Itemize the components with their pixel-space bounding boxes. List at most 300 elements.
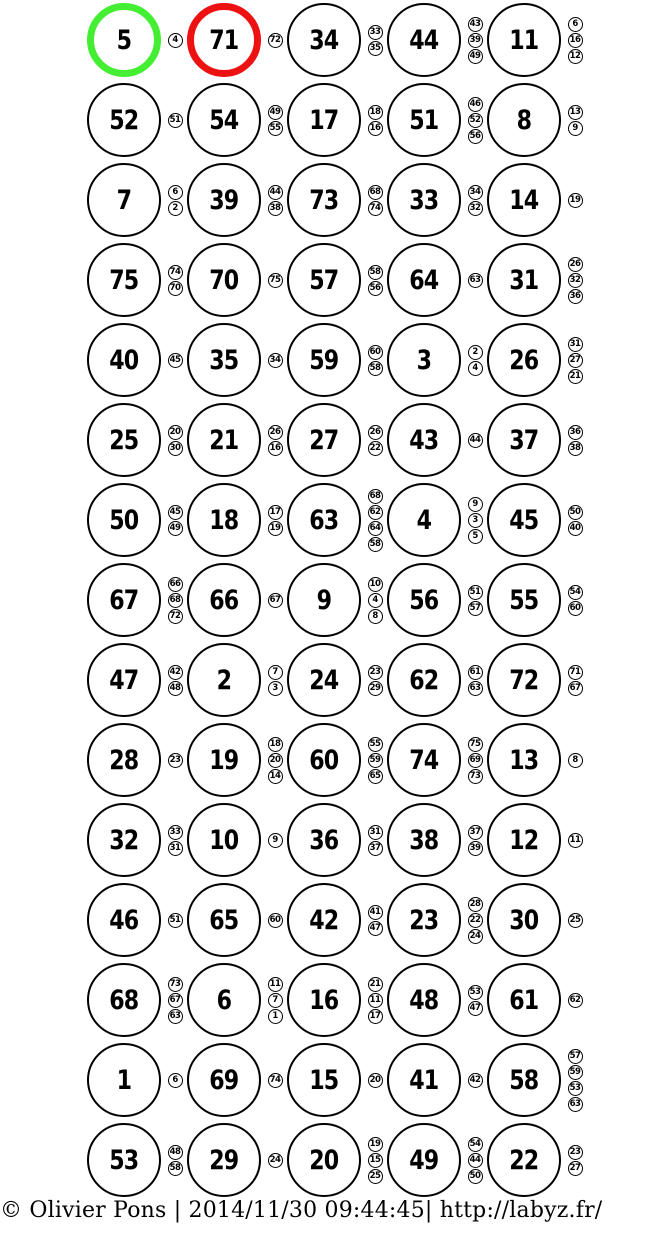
hint-circle [368, 769, 383, 784]
hint-circle [268, 993, 283, 1008]
cell-number: 3 [416, 344, 432, 376]
maze-cell[interactable] [487, 3, 561, 77]
hint-circle [368, 825, 383, 840]
maze-cell[interactable] [487, 563, 561, 637]
maze-cell[interactable] [487, 643, 561, 717]
cell-number: 44 [409, 24, 439, 56]
cell-number: 49 [409, 1144, 439, 1176]
hint-circle [568, 369, 583, 384]
cell-number: 26 [509, 344, 539, 376]
hint-circle [268, 753, 283, 768]
maze-cell[interactable] [87, 643, 161, 717]
hint-circle [468, 49, 483, 64]
hint-circle [568, 257, 583, 272]
hint-circle [568, 681, 583, 696]
cell-number: 29 [209, 1144, 239, 1176]
maze-cell[interactable] [487, 243, 561, 317]
hint-circle [368, 665, 383, 680]
hint-number: 19 [569, 194, 581, 205]
hint-number: 74 [369, 202, 381, 213]
hint-number: 55 [369, 738, 381, 749]
maze-cell[interactable] [387, 963, 461, 1037]
hint-number: 50 [469, 1170, 481, 1181]
hint-circle [568, 273, 583, 288]
hint-number: 38 [269, 202, 281, 213]
hint-number: 6 [572, 18, 578, 29]
hint-circle [568, 1161, 583, 1176]
hint-number: 9 [572, 122, 578, 133]
maze-cell[interactable] [187, 803, 261, 877]
maze-cell[interactable] [187, 163, 261, 237]
maze-cell[interactable] [287, 723, 361, 797]
hint-circle [168, 281, 183, 296]
hint-circle [468, 1137, 483, 1152]
hint-circle [168, 113, 183, 128]
maze-cell[interactable] [387, 1123, 461, 1197]
hint-number: 9 [272, 834, 278, 845]
hint-circle [468, 185, 483, 200]
hint-circle [168, 33, 183, 48]
hint-number: 20 [169, 426, 181, 437]
hint-circle [268, 1153, 283, 1168]
hint-circle [168, 1161, 183, 1176]
hint-circle [368, 185, 383, 200]
hint-circle [368, 265, 383, 280]
hint-number: 8 [372, 610, 378, 621]
maze-cell[interactable] [487, 1123, 561, 1197]
maze-cell[interactable] [187, 83, 261, 157]
hint-circle [268, 1073, 283, 1088]
hint-number: 60 [569, 602, 581, 613]
hint-circle [168, 265, 183, 280]
hint-circle [568, 49, 583, 64]
hint-circle [468, 33, 483, 48]
hint-number: 42 [169, 666, 181, 677]
maze-cell[interactable] [87, 243, 161, 317]
hint-circle [468, 129, 483, 144]
hint-number: 73 [169, 978, 181, 989]
maze-cell[interactable] [87, 563, 161, 637]
cell-number: 38 [409, 824, 439, 856]
cell-number: 71 [209, 24, 239, 56]
cell-number: 33 [409, 184, 439, 216]
maze-cell[interactable] [287, 803, 361, 877]
hint-number: 31 [169, 842, 181, 853]
maze-cell[interactable] [387, 323, 461, 397]
maze-cell[interactable] [287, 243, 361, 317]
maze-cell[interactable] [287, 1043, 361, 1117]
maze-cell[interactable] [387, 563, 461, 637]
hint-number: 14 [269, 770, 281, 781]
hint-number: 21 [569, 370, 581, 381]
maze-cell[interactable] [387, 883, 461, 957]
hint-number: 32 [469, 202, 481, 213]
maze-cell[interactable] [87, 1123, 161, 1197]
hint-circle [368, 425, 383, 440]
hint-circle [568, 913, 583, 928]
hint-circle [368, 121, 383, 136]
cell-number: 64 [409, 264, 439, 296]
maze-cell[interactable] [387, 643, 461, 717]
hint-number: 66 [169, 578, 181, 589]
hint-number: 68 [169, 594, 181, 605]
hint-circle [368, 537, 383, 552]
maze-cell[interactable] [187, 243, 261, 317]
maze-cell[interactable] [187, 883, 261, 957]
cell-number: 16 [309, 984, 339, 1016]
hint-circle [268, 665, 283, 680]
cell-number: 52 [109, 104, 139, 136]
hint-circle [168, 577, 183, 592]
hint-circle [568, 1065, 583, 1080]
hint-circle [168, 609, 183, 624]
cell-number: 24 [309, 664, 339, 696]
hint-number: 16 [369, 122, 381, 133]
hint-circle [368, 977, 383, 992]
maze-cell[interactable] [187, 1043, 261, 1117]
hint-number: 47 [469, 1002, 481, 1013]
hint-number: 70 [169, 282, 181, 293]
hint-number: 71 [569, 666, 581, 677]
hint-circle [468, 985, 483, 1000]
hint-number: 20 [269, 754, 281, 765]
maze-cell[interactable] [287, 483, 361, 557]
hint-circle [368, 105, 383, 120]
hint-number: 74 [169, 266, 181, 277]
hint-circle [368, 41, 383, 56]
hint-number: 25 [369, 1170, 381, 1181]
hint-number: 34 [269, 354, 281, 365]
hint-number: 38 [569, 442, 581, 453]
hint-number: 17 [369, 1010, 381, 1021]
hint-circle [568, 1049, 583, 1064]
maze-cell[interactable] [287, 403, 361, 477]
hint-circle [368, 201, 383, 216]
cell-number: 67 [109, 584, 139, 616]
hint-circle [468, 1169, 483, 1184]
maze-cell[interactable] [487, 803, 561, 877]
hint-circle [368, 25, 383, 40]
hint-number: 24 [269, 1154, 281, 1165]
maze-cell[interactable] [287, 643, 361, 717]
hint-number: 7 [272, 666, 278, 677]
maze-cell[interactable] [487, 83, 561, 157]
hint-circle [268, 273, 283, 288]
hint-number: 6 [172, 186, 178, 197]
hint-number: 45 [169, 506, 181, 517]
hint-circle [268, 593, 283, 608]
goal-cell[interactable] [187, 3, 261, 77]
hint-number: 75 [269, 274, 281, 285]
hint-circle [268, 681, 283, 696]
hint-circle [368, 1137, 383, 1152]
hint-number: 61 [469, 666, 481, 677]
maze-cell[interactable] [387, 163, 461, 237]
hint-number: 36 [569, 290, 581, 301]
footer-credit: © Olivier Pons | 2014/11/30 09:44:45| http://labyz.fr/ [0, 1198, 603, 1223]
hint-number: 68 [369, 186, 381, 197]
hint-circle [368, 521, 383, 536]
cell-number: 56 [409, 584, 439, 616]
hint-circle [268, 505, 283, 520]
hint-number: 2 [472, 346, 478, 357]
hint-circle [568, 601, 583, 616]
hint-circle [468, 753, 483, 768]
hint-circle [368, 753, 383, 768]
hint-circle [568, 441, 583, 456]
hint-number: 63 [469, 682, 481, 693]
hint-number: 9 [472, 498, 478, 509]
hint-circle [368, 609, 383, 624]
maze-cell[interactable] [487, 163, 561, 237]
maze-cell[interactable] [487, 403, 561, 477]
cell-number: 61 [509, 984, 539, 1016]
hint-circle [468, 97, 483, 112]
maze-cell[interactable] [387, 83, 461, 157]
hint-number: 25 [569, 914, 581, 925]
hint-circle [168, 1009, 183, 1024]
hint-number: 20 [369, 1074, 381, 1085]
hint-number: 41 [369, 906, 381, 917]
hint-number: 27 [569, 354, 581, 365]
hint-circle [568, 353, 583, 368]
hint-circle [368, 1153, 383, 1168]
hint-number: 18 [369, 106, 381, 117]
maze-cell[interactable] [287, 323, 361, 397]
cell-number: 36 [309, 824, 339, 856]
maze-cell[interactable] [387, 483, 461, 557]
hint-number: 67 [169, 994, 181, 1005]
cell-number: 42 [309, 904, 339, 936]
cell-number: 13 [509, 744, 539, 776]
hint-circle [168, 753, 183, 768]
maze-cell[interactable] [387, 803, 461, 877]
cell-number: 41 [409, 1064, 439, 1096]
maze-cell[interactable] [187, 1123, 261, 1197]
hint-circle [168, 185, 183, 200]
hint-circle [468, 113, 483, 128]
cell-number: 4 [416, 504, 432, 536]
hint-number: 44 [269, 186, 281, 197]
cell-number: 31 [509, 264, 539, 296]
maze-cell[interactable] [87, 883, 161, 957]
cell-number: 55 [509, 584, 539, 616]
start-cell[interactable] [87, 3, 161, 77]
maze-cell[interactable] [87, 83, 161, 157]
hint-number: 4 [372, 594, 378, 605]
hint-number: 74 [269, 1074, 281, 1085]
cell-number: 62 [409, 664, 439, 696]
maze-cell[interactable] [87, 403, 161, 477]
cell-number: 11 [509, 24, 539, 56]
hint-number: 58 [369, 266, 381, 277]
maze-cell[interactable] [487, 883, 561, 957]
maze-cell[interactable] [487, 323, 561, 397]
hint-circle [368, 681, 383, 696]
hint-number: 51 [169, 914, 181, 925]
hint-number: 1 [272, 1010, 278, 1021]
hint-number: 51 [169, 114, 181, 125]
maze-cell[interactable] [387, 1043, 461, 1117]
hint-circle [468, 929, 483, 944]
hint-number: 54 [469, 1138, 481, 1149]
hint-circle [568, 33, 583, 48]
hint-number: 58 [369, 362, 381, 373]
hint-circle [468, 585, 483, 600]
maze-cell[interactable] [387, 403, 461, 477]
hint-number: 34 [469, 186, 481, 197]
maze-cell[interactable] [287, 1123, 361, 1197]
hint-circle [168, 201, 183, 216]
maze-cell[interactable] [87, 963, 161, 1037]
cell-number: 68 [109, 984, 139, 1016]
hint-number: 48 [169, 682, 181, 693]
hint-circle [468, 433, 483, 448]
hint-circle [368, 281, 383, 296]
maze-cell[interactable] [187, 323, 261, 397]
hint-circle [168, 441, 183, 456]
hint-circle [268, 737, 283, 752]
hint-number: 44 [469, 1154, 481, 1165]
maze-cell[interactable] [387, 243, 461, 317]
hint-circle [368, 505, 383, 520]
maze-cell[interactable] [187, 483, 261, 557]
hint-number: 49 [269, 106, 281, 117]
cell-number: 37 [509, 424, 539, 456]
maze-cell[interactable] [387, 723, 461, 797]
hint-number: 67 [269, 594, 281, 605]
cell-number: 14 [509, 184, 539, 216]
maze-cell[interactable] [87, 723, 161, 797]
hint-number: 26 [269, 426, 281, 437]
hint-circle [568, 665, 583, 680]
maze-cell[interactable] [287, 563, 361, 637]
hint-circle [368, 1073, 383, 1088]
cell-number: 25 [109, 424, 139, 456]
hint-number: 53 [569, 1082, 581, 1093]
hint-circle [268, 425, 283, 440]
cell-number: 1 [116, 1064, 132, 1096]
hint-circle [368, 577, 383, 592]
hint-circle [368, 921, 383, 936]
hint-number: 68 [369, 490, 381, 501]
cell-number: 35 [209, 344, 239, 376]
hint-number: 32 [569, 274, 581, 285]
cell-number: 73 [309, 184, 339, 216]
cell-number: 12 [509, 824, 539, 856]
hint-circle [268, 353, 283, 368]
hint-circle [168, 977, 183, 992]
hint-number: 62 [569, 994, 581, 1005]
maze-cell[interactable] [87, 323, 161, 397]
maze-cell[interactable] [487, 1043, 561, 1117]
maze-cell[interactable] [87, 163, 161, 237]
hint-circle [568, 425, 583, 440]
cell-number: 2 [216, 664, 232, 696]
hint-circle [568, 993, 583, 1008]
maze-cell[interactable] [287, 963, 361, 1037]
maze-cell[interactable] [87, 1043, 161, 1117]
maze-cell[interactable] [87, 483, 161, 557]
hint-circle [268, 913, 283, 928]
hint-number: 44 [469, 434, 481, 445]
hint-circle [568, 833, 583, 848]
cell-number: 59 [309, 344, 339, 376]
hint-number: 7 [272, 994, 278, 1005]
maze-cell[interactable] [287, 3, 361, 77]
cell-number: 45 [509, 504, 539, 536]
maze-cell[interactable] [487, 963, 561, 1037]
maze-cell[interactable] [287, 883, 361, 957]
hint-number: 28 [469, 898, 481, 909]
cell-number: 47 [109, 664, 139, 696]
cell-number: 69 [209, 1064, 239, 1096]
maze-cell[interactable] [187, 963, 261, 1037]
cell-number: 63 [309, 504, 339, 536]
cell-number: 19 [209, 744, 239, 776]
maze-cell[interactable] [287, 83, 361, 157]
hint-circle [568, 521, 583, 536]
cell-number: 66 [209, 584, 239, 616]
hint-number: 26 [369, 426, 381, 437]
hint-number: 53 [469, 986, 481, 997]
hint-number: 46 [469, 98, 481, 109]
hint-circle [168, 665, 183, 680]
hint-number: 8 [572, 754, 578, 765]
maze-cell[interactable] [187, 723, 261, 797]
cell-number: 27 [309, 424, 339, 456]
cell-number: 48 [409, 984, 439, 1016]
hint-number: 33 [369, 26, 381, 37]
cell-number: 6 [216, 984, 232, 1016]
cell-number: 22 [509, 1144, 539, 1176]
hint-circle [368, 737, 383, 752]
cell-number: 5 [116, 24, 132, 56]
hint-number: 49 [169, 522, 181, 533]
hint-circle [468, 737, 483, 752]
hint-circle [468, 345, 483, 360]
hint-number: 22 [369, 442, 381, 453]
hint-circle [468, 769, 483, 784]
maze-cell[interactable] [187, 643, 261, 717]
hint-circle [568, 1145, 583, 1160]
hint-number: 63 [569, 1098, 581, 1109]
maze-cell[interactable] [387, 3, 461, 77]
hint-number: 73 [469, 770, 481, 781]
hint-number: 64 [369, 522, 381, 533]
hint-circle [368, 993, 383, 1008]
maze-cell[interactable] [287, 163, 361, 237]
cell-number: 9 [316, 584, 332, 616]
maze-cell[interactable] [187, 563, 261, 637]
maze-cell[interactable] [487, 723, 561, 797]
maze-cell[interactable] [487, 483, 561, 557]
hint-circle [168, 505, 183, 520]
hint-number: 30 [169, 442, 181, 453]
hint-circle [268, 185, 283, 200]
maze-cell[interactable] [187, 403, 261, 477]
hint-number: 40 [569, 522, 581, 533]
hint-number: 23 [369, 666, 381, 677]
cell-number: 39 [209, 184, 239, 216]
hint-number: 18 [269, 738, 281, 749]
hint-number: 36 [569, 426, 581, 437]
hint-circle [268, 977, 283, 992]
maze-cell[interactable] [87, 803, 161, 877]
hint-circle [368, 345, 383, 360]
cell-number: 30 [509, 904, 539, 936]
hint-circle [568, 585, 583, 600]
